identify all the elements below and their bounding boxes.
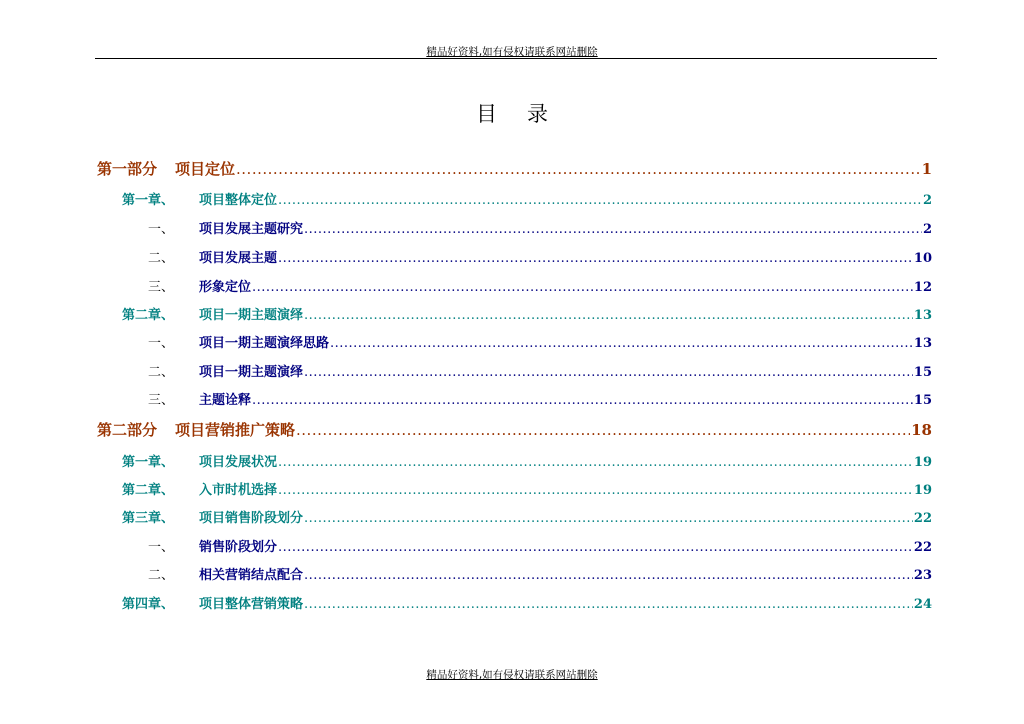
toc-leader-dots [304, 308, 913, 323]
toc-title: 目录 [476, 102, 578, 126]
toc-entry-number: 一、 [148, 336, 175, 351]
toc-entry-page: 13 [913, 336, 932, 351]
page-header: 精品好资料,如有侵权请联系网站删除 [426, 46, 598, 58]
toc-entry-number: 第二部分 [97, 421, 158, 439]
toc-entry-label: 项目整体营销策略 [199, 597, 304, 612]
toc-leader-dots [236, 160, 921, 178]
toc-entry[interactable] [122, 507, 932, 526]
toc-leader-dots [278, 483, 913, 498]
toc-entry-label: 销售阶段划分 [199, 540, 278, 555]
toc-entry-number: 第三章、 [122, 511, 175, 526]
toc-entry-page: 1 [921, 160, 932, 178]
toc-entry-page: 18 [911, 421, 932, 439]
toc-entry-label: 项目发展主题 [199, 251, 278, 266]
toc-entry-label: 相关营销结点配合 [199, 568, 304, 583]
toc-leader-dots [252, 280, 913, 295]
toc-entry[interactable] [122, 304, 932, 323]
toc-leader-dots [278, 251, 913, 266]
toc-entry[interactable] [148, 218, 932, 237]
toc-entry-page: 15 [913, 365, 932, 380]
toc-entry-number: 第二章、 [122, 308, 175, 323]
toc-entry[interactable] [97, 158, 932, 179]
toc-entry-label: 项目发展主题研究 [199, 222, 304, 237]
toc-leader-dots [304, 568, 913, 583]
toc-entry-number: 一、 [148, 540, 175, 555]
toc-entry-number: 二、 [148, 251, 175, 266]
toc-entry[interactable] [148, 536, 932, 555]
toc-entry-number: 第一章、 [122, 455, 175, 470]
toc-entry-label: 项目销售阶段划分 [199, 511, 304, 526]
toc-entry-number: 二、 [148, 365, 175, 380]
toc-entry[interactable] [148, 276, 932, 295]
toc-leader-dots [330, 336, 913, 351]
toc-entry-label: 项目一期主题演绎思路 [199, 336, 330, 351]
toc-entry[interactable] [148, 247, 932, 266]
toc-entry-label: 项目一期主题演绎 [199, 308, 304, 323]
toc-entry[interactable] [122, 189, 932, 208]
toc-entry-label: 项目发展状况 [199, 455, 278, 470]
toc-entry[interactable] [122, 451, 932, 470]
toc-entry[interactable] [148, 361, 932, 380]
toc-leader-dots [304, 222, 922, 237]
toc-entry-page: 13 [913, 308, 932, 323]
toc-entry-number: 二、 [148, 568, 175, 583]
toc-entry[interactable] [148, 564, 932, 583]
toc-entry-page: 2 [922, 193, 932, 208]
toc-entry-page: 22 [913, 511, 932, 526]
toc-entry-number: 一、 [148, 222, 175, 237]
toc-entry-page: 12 [913, 280, 932, 295]
toc-entry-label: 项目营销推广策略 [175, 421, 296, 439]
toc-entry[interactable] [148, 389, 932, 408]
toc-entry-page: 23 [913, 568, 932, 583]
toc-entry-page: 24 [913, 597, 932, 612]
toc-entry[interactable] [97, 419, 932, 440]
toc-entry-page: 19 [913, 483, 932, 498]
toc-entry-label: 项目整体定位 [199, 193, 278, 208]
toc-leader-dots [252, 393, 913, 408]
toc-leader-dots [304, 597, 913, 612]
toc-entry-number: 第一部分 [97, 160, 158, 178]
toc-entry-number: 第二章、 [122, 483, 175, 498]
page-footer: 精品好资料,如有侵权请联系网站删除 [426, 669, 598, 681]
toc-entry-page: 19 [913, 455, 932, 470]
toc-entry-number: 第四章、 [122, 597, 175, 612]
toc-entry-page: 10 [913, 251, 932, 266]
toc-entry-number: 三、 [148, 393, 175, 408]
toc-entry-number: 第一章、 [122, 193, 175, 208]
toc-entry-label: 项目一期主题演绎 [199, 365, 304, 380]
toc-entry-page: 2 [922, 222, 932, 237]
toc-leader-dots [296, 421, 910, 439]
toc-entry[interactable] [122, 593, 932, 612]
toc-leader-dots [304, 511, 913, 526]
toc-leader-dots [278, 540, 913, 555]
toc-leader-dots [278, 193, 922, 208]
toc-entry-page: 15 [913, 393, 932, 408]
toc-entry-label: 入市时机选择 [199, 483, 278, 498]
toc-leader-dots [304, 365, 913, 380]
toc-entry-label: 项目定位 [175, 160, 236, 178]
toc-entry-label: 主题诠释 [199, 393, 252, 408]
toc-leader-dots [278, 455, 913, 470]
toc-entry-number: 三、 [148, 280, 175, 295]
toc-entry-label: 形象定位 [199, 280, 252, 295]
toc-entry-page: 22 [913, 540, 932, 555]
toc-entry[interactable] [148, 332, 932, 351]
toc-entry[interactable] [122, 479, 932, 498]
